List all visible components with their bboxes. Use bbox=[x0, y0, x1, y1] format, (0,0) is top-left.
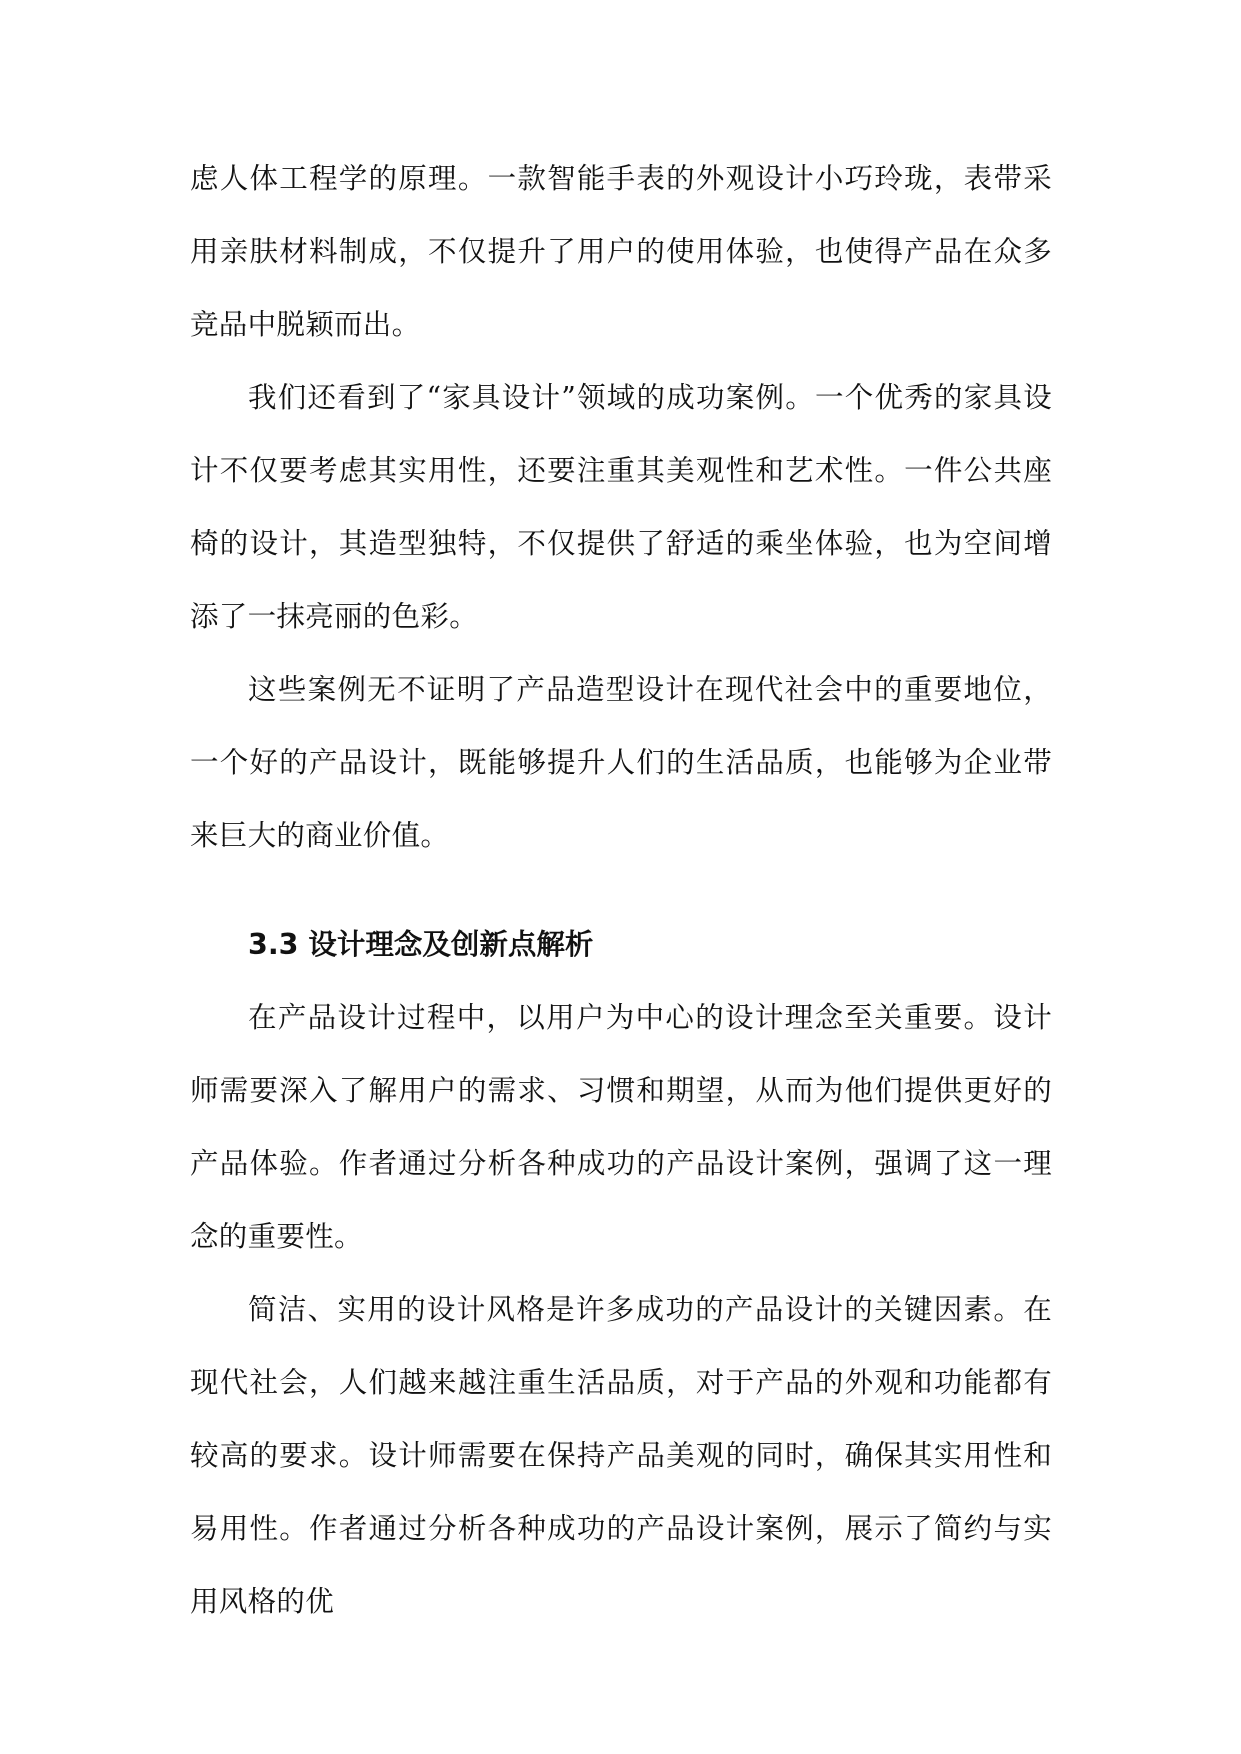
section-heading: 3.3 设计理念及创新点解析 bbox=[248, 928, 594, 961]
paragraph-case-conclusion: 这些案例无不证明了产品造型设计在现代社会中的重要地位，一个好的产品设计，既能够提升人们的生活品质，也能够为企业带来巨大的商业价值。 bbox=[190, 673, 1052, 852]
paragraph-user-centered: 在产品设计过程中，以用户为中心的设计理念至关重要。设计师需要深入了解用户的需求、习惯和期望，从而为他们提供更好的产品体验。作者通过分析各种成功的产品设计案例，强调了这一理念的重要性。 bbox=[190, 1001, 1052, 1253]
section-gap bbox=[190, 872, 1052, 908]
paragraph-furniture-design: 我们还看到了“家具设计”领域的成功案例。一个优秀的家具设计不仅要考虑其实用性，还要注重其美观性和艺术性。一件公共座椅的设计，其造型独特，不仅提供了舒适的乘坐体验，也为空间增添了一抹亮丽的色彩。 bbox=[190, 381, 1052, 633]
document-body bbox=[190, 142, 1052, 1638]
paragraph-continued: 虑人体工程学的原理。一款智能手表的外观设计小巧玲珑，表带采用亲肤材料制成，不仅提升了用户的使用体验，也使得产品在众多竞品中脱颖而出。 bbox=[190, 162, 1052, 341]
paragraph-simple-practical: 简洁、实用的设计风格是许多成功的产品设计的关键因素。在现代社会，人们越来越注重生活品质，对于产品的外观和功能都有较高的要求。设计师需要在保持产品美观的同时，确保其实用性和易用性。作者通过分析各种成功的产品设计案例，展示了简约与实用风格的优 bbox=[190, 1293, 1052, 1618]
